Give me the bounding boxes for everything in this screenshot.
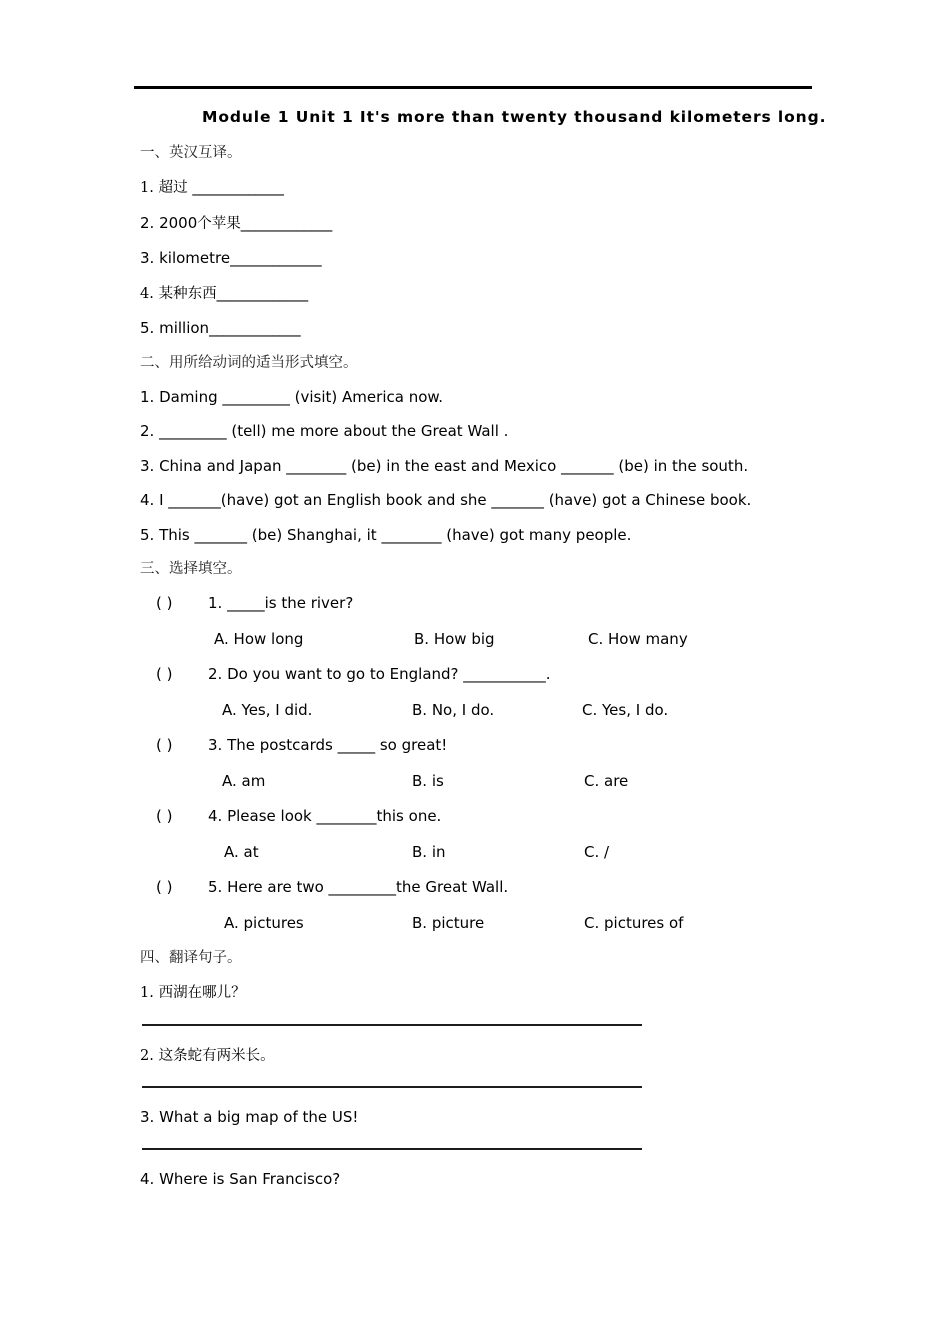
- item-text: 某种东西: [158, 285, 217, 302]
- item-text: Where is San Francisco?: [159, 1169, 341, 1188]
- item-text: 个苹果: [197, 215, 241, 232]
- option-row: [140, 906, 840, 942]
- item-number: 3.: [140, 249, 155, 267]
- answer-blank[interactable]: _____________: [240, 213, 332, 232]
- option-b[interactable]: B. picture: [412, 913, 485, 932]
- item-text: 超过: [158, 180, 188, 196]
- multiple-choice-question: [140, 728, 840, 764]
- answer-bracket[interactable]: ( ): [156, 878, 173, 896]
- option-row: [140, 622, 840, 658]
- exercise-item: [140, 206, 840, 242]
- option-a[interactable]: A. Yes, I did.: [222, 700, 313, 719]
- question-stem: 1. _____is the river?: [208, 594, 354, 612]
- option-b[interactable]: B. is: [412, 771, 444, 790]
- translation-item: [140, 1038, 840, 1074]
- section-heading-2: 二、用所给动词的适当形式填空。: [140, 354, 358, 371]
- option-a[interactable]: A. at: [224, 842, 259, 861]
- exercise-item[interactable]: 4. I _______(have) got an English book and she _______ (have) got a Chinese book.: [140, 491, 752, 509]
- multiple-choice-question: [140, 799, 840, 835]
- multiple-choice-question: [140, 657, 840, 693]
- option-a[interactable]: A. pictures: [224, 913, 304, 932]
- header-divider-rule: [134, 86, 812, 89]
- item-number: 4.: [140, 285, 154, 302]
- option-row: [140, 764, 840, 800]
- item-number: 5.: [140, 319, 155, 337]
- section-heading-4: 四、翻译句子。: [140, 950, 242, 966]
- item-prefix: 2000: [159, 213, 198, 232]
- item-number: 1.: [140, 985, 154, 1001]
- item-text: 西湖在哪儿？: [158, 985, 246, 1001]
- option-b[interactable]: B. How big: [414, 629, 495, 648]
- option-c[interactable]: C. Yes, I do.: [582, 700, 669, 719]
- item-text: kilometre: [159, 249, 231, 267]
- question-stem: 3. The postcards _____ so great!: [208, 736, 448, 754]
- option-a[interactable]: A. How long: [214, 629, 304, 648]
- exercise-item[interactable]: 5. This _______ (be) Shanghai, it ________ (have) got many people.: [140, 525, 632, 544]
- option-c[interactable]: C. /: [584, 842, 610, 861]
- translation-answer-line[interactable]: [142, 1148, 642, 1150]
- page-title: Module 1 Unit 1 It's more than twenty thousand kilometers long.: [202, 108, 827, 126]
- exercise-item[interactable]: 1. Daming _________ (visit) America now.: [140, 387, 444, 406]
- question-stem: 5. Here are two _________the Great Wall.: [208, 878, 509, 896]
- exercise-item: [140, 311, 840, 346]
- item-number: 2.: [140, 213, 155, 232]
- translation-item: [140, 975, 840, 1011]
- answer-blank[interactable]: _____________: [192, 178, 284, 196]
- item-number: 1.: [140, 180, 154, 196]
- option-c[interactable]: C. How many: [588, 629, 688, 648]
- item-number: 2.: [140, 1047, 154, 1064]
- translation-item: [140, 1162, 840, 1197]
- question-stem: 4. Please look ________this one.: [208, 807, 442, 825]
- multiple-choice-question: [140, 586, 840, 622]
- question-stem: 2. Do you want to go to England? ___________.: [208, 665, 551, 683]
- exercise-item[interactable]: 3. China and Japan ________ (be) in the east and Mexico _______ (be) in the south.: [140, 456, 749, 475]
- answer-bracket[interactable]: ( ): [156, 594, 173, 612]
- answer-bracket[interactable]: ( ): [156, 665, 173, 683]
- section-heading-3: 三、选择填空。: [140, 561, 242, 577]
- exercise-item: [140, 170, 840, 206]
- translation-item: [140, 1100, 840, 1135]
- answer-blank[interactable]: _____________: [209, 319, 301, 337]
- answer-blank[interactable]: _____________: [216, 283, 308, 302]
- item-text: million: [159, 319, 210, 337]
- option-b[interactable]: B. in: [412, 842, 446, 861]
- section-heading-1: 一、英汉互译。: [140, 145, 242, 161]
- exercise-item: [140, 276, 840, 312]
- translation-answer-line[interactable]: [142, 1024, 642, 1026]
- option-b[interactable]: B. No, I do.: [412, 700, 495, 719]
- exercise-item[interactable]: 2. _________ (tell) me more about the Great Wall .: [140, 422, 509, 440]
- item-number: 3.: [140, 1108, 155, 1126]
- option-c[interactable]: C. pictures of: [584, 913, 684, 932]
- option-a[interactable]: A. am: [222, 771, 266, 790]
- item-text: What a big map of the US!: [159, 1108, 359, 1126]
- answer-bracket[interactable]: ( ): [156, 807, 173, 825]
- translation-answer-line[interactable]: [142, 1086, 642, 1088]
- item-text: 这条蛇有两米长。: [158, 1047, 275, 1064]
- answer-blank[interactable]: _____________: [230, 249, 322, 267]
- exercise-item: [140, 241, 840, 276]
- item-number: 4.: [140, 1169, 155, 1188]
- option-row: [140, 835, 840, 871]
- option-c[interactable]: C. are: [584, 771, 629, 790]
- option-row: [140, 693, 840, 729]
- worksheet-content: [140, 104, 840, 1196]
- multiple-choice-question: [140, 870, 840, 906]
- answer-bracket[interactable]: ( ): [156, 736, 173, 754]
